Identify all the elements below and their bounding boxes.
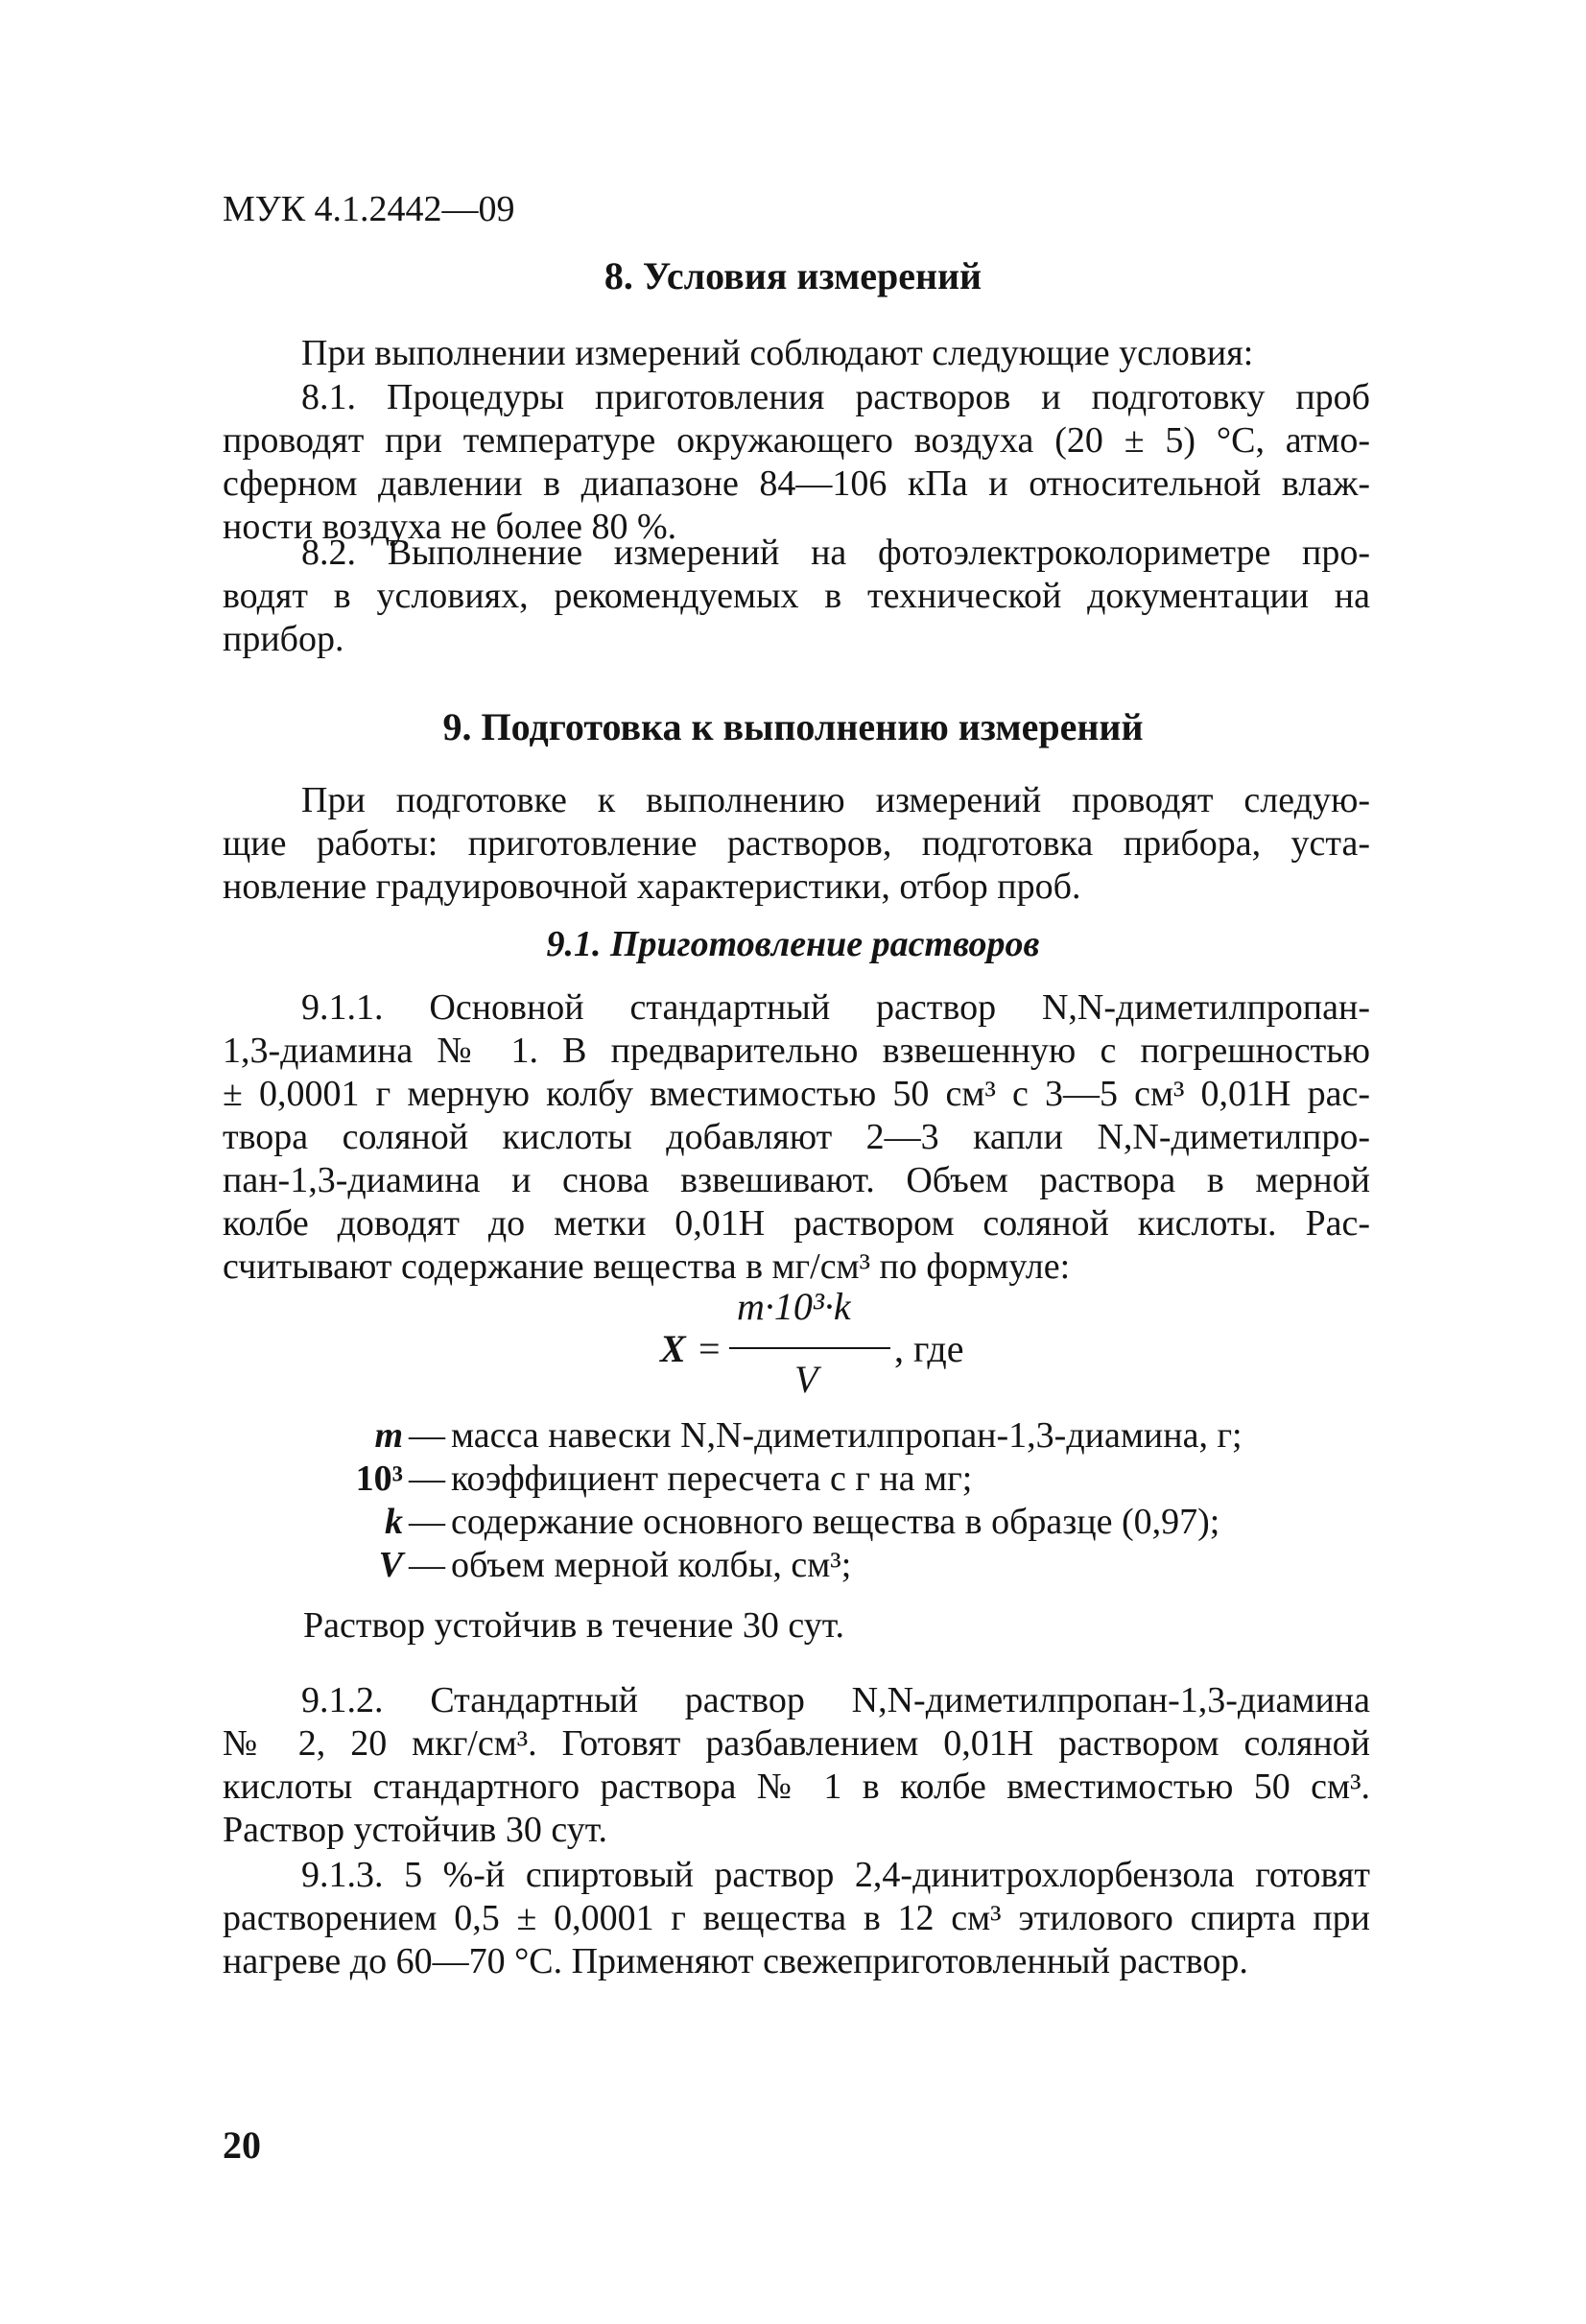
text-line: 9.1.2. Стандартный раствор N,N-диметилпропан-1,3-диамина bbox=[301, 1680, 1370, 1720]
text-line: пан-1,3-диамина и снова взвешивают. Объем раствора в мерной bbox=[223, 1160, 1370, 1200]
text-line: кислоты стандартного раствора № 1 в колбе вместимостью 50 см³. bbox=[223, 1767, 1370, 1807]
formula-tail: , где bbox=[894, 1327, 964, 1370]
legend-dash: — bbox=[409, 1458, 445, 1499]
text-line: ности воздуха не более 80 %. bbox=[223, 507, 677, 547]
text-line: колбе доводят до метки 0,01Н раствором соляной кислоты. Рас- bbox=[223, 1203, 1370, 1244]
section-8-intro bbox=[223, 332, 1370, 375]
stability-note: Раствор устойчив в течение 30 сут. bbox=[303, 1605, 844, 1646]
text-line: проводят при температуре окружающего воздуха (20 ± 5) °С, атмо- bbox=[223, 420, 1370, 461]
text-line: При подготовке к выполнению измерений проводят следую- bbox=[301, 780, 1370, 820]
legend-symbol: m bbox=[374, 1415, 403, 1456]
section-9-intro bbox=[223, 779, 1370, 909]
text-line: При выполнении измерений соблюдают следующие условия: bbox=[301, 333, 1254, 373]
text-line: 8.2. Выполнение измерений на фотоэлектроколориметре про- bbox=[301, 533, 1370, 573]
formula-legend bbox=[345, 1414, 1243, 1587]
legend-text: объем мерной колбы, см³; bbox=[451, 1545, 852, 1585]
text-line: твора соляной кислоты добавляют 2—3 капли N,N-диметилпро- bbox=[223, 1117, 1370, 1157]
text-line: нагреве до 60—70 °С. Применяют свежеприготовленный раствор. bbox=[223, 1941, 1248, 1981]
paragraph-8-2 bbox=[223, 532, 1370, 661]
formula-denominator: V bbox=[794, 1358, 818, 1401]
text-line: 8.1. Процедуры приготовления растворов и подготовку проб bbox=[301, 377, 1370, 417]
legend-symbol: V bbox=[378, 1545, 403, 1585]
text-line: растворением 0,5 ± 0,0001 г вещества в 12 см³ этилового спирта при bbox=[223, 1898, 1370, 1938]
legend-text: содержание основного вещества в образце (0,97); bbox=[451, 1502, 1220, 1542]
paragraph-8-1 bbox=[223, 376, 1370, 549]
section-8-title: 8. Условия измерений bbox=[604, 254, 982, 297]
formula-numerator: m·10³·k bbox=[737, 1285, 851, 1328]
fraction-bar bbox=[729, 1347, 890, 1349]
legend-row bbox=[345, 1414, 1243, 1458]
formula-equals: = bbox=[698, 1327, 721, 1370]
text-line: сферном давлении в диапазоне 84—106 кПа и относительной влаж- bbox=[223, 463, 1370, 504]
concentration-formula bbox=[660, 1284, 986, 1409]
text-line: 1,3-диамина № 1. В предварительно взвешенную с погрешностью bbox=[223, 1031, 1370, 1071]
legend-row bbox=[345, 1544, 1243, 1587]
subsection-9-1-title: 9.1. Приготовление растворов bbox=[546, 924, 1040, 964]
text-line: прибор. bbox=[223, 619, 344, 659]
text-line: новление градуировочной характеристики, отбор проб. bbox=[223, 866, 1081, 907]
formula-lhs: X bbox=[660, 1327, 686, 1370]
legend-row bbox=[345, 1501, 1243, 1544]
text-line: № 2, 20 мкг/см³. Готовят разбавлением 0,01Н раствором соляной bbox=[223, 1723, 1370, 1764]
text-line: 9.1.1. Основной стандартный раствор N,N-диметилпропан- bbox=[301, 987, 1370, 1028]
legend-text: масса навески N,N-диметилпропан-1,3-диамина, г; bbox=[451, 1415, 1243, 1456]
text-line: водят в условиях, рекомендуемых в технической документации на bbox=[223, 576, 1370, 616]
section-9-title: 9. Подготовка к выполнению измерений bbox=[442, 705, 1144, 748]
document-code: МУК 4.1.2442—09 bbox=[223, 189, 515, 229]
text-line: щие работы: приготовление растворов, подготовка прибора, уста- bbox=[223, 823, 1370, 864]
legend-dash: — bbox=[409, 1415, 445, 1456]
legend-text: коэффициент пересчета с г на мг; bbox=[451, 1458, 973, 1499]
legend-row bbox=[345, 1458, 1243, 1501]
legend-dash: — bbox=[409, 1545, 445, 1585]
text-line: ± 0,0001 г мерную колбу вместимостью 50 см³ с 3—5 см³ 0,01Н рас- bbox=[223, 1074, 1370, 1114]
legend-symbol: 10³ bbox=[355, 1458, 403, 1499]
page-number: 20 bbox=[223, 2123, 261, 2167]
text-line: Раствор устойчив 30 сут. bbox=[223, 1810, 607, 1850]
legend-symbol: k bbox=[385, 1502, 403, 1542]
paragraph-9-1-3 bbox=[223, 1854, 1370, 1983]
paragraph-9-1-1 bbox=[223, 986, 1370, 1289]
text-line: 9.1.3. 5 %-й спиртовый раствор 2,4-динитрохлорбензола готовят bbox=[301, 1855, 1370, 1895]
paragraph-9-1-2 bbox=[223, 1679, 1370, 1852]
text-line: считывают содержание вещества в мг/см³ по формуле: bbox=[223, 1246, 1071, 1287]
legend-dash: — bbox=[409, 1502, 445, 1542]
